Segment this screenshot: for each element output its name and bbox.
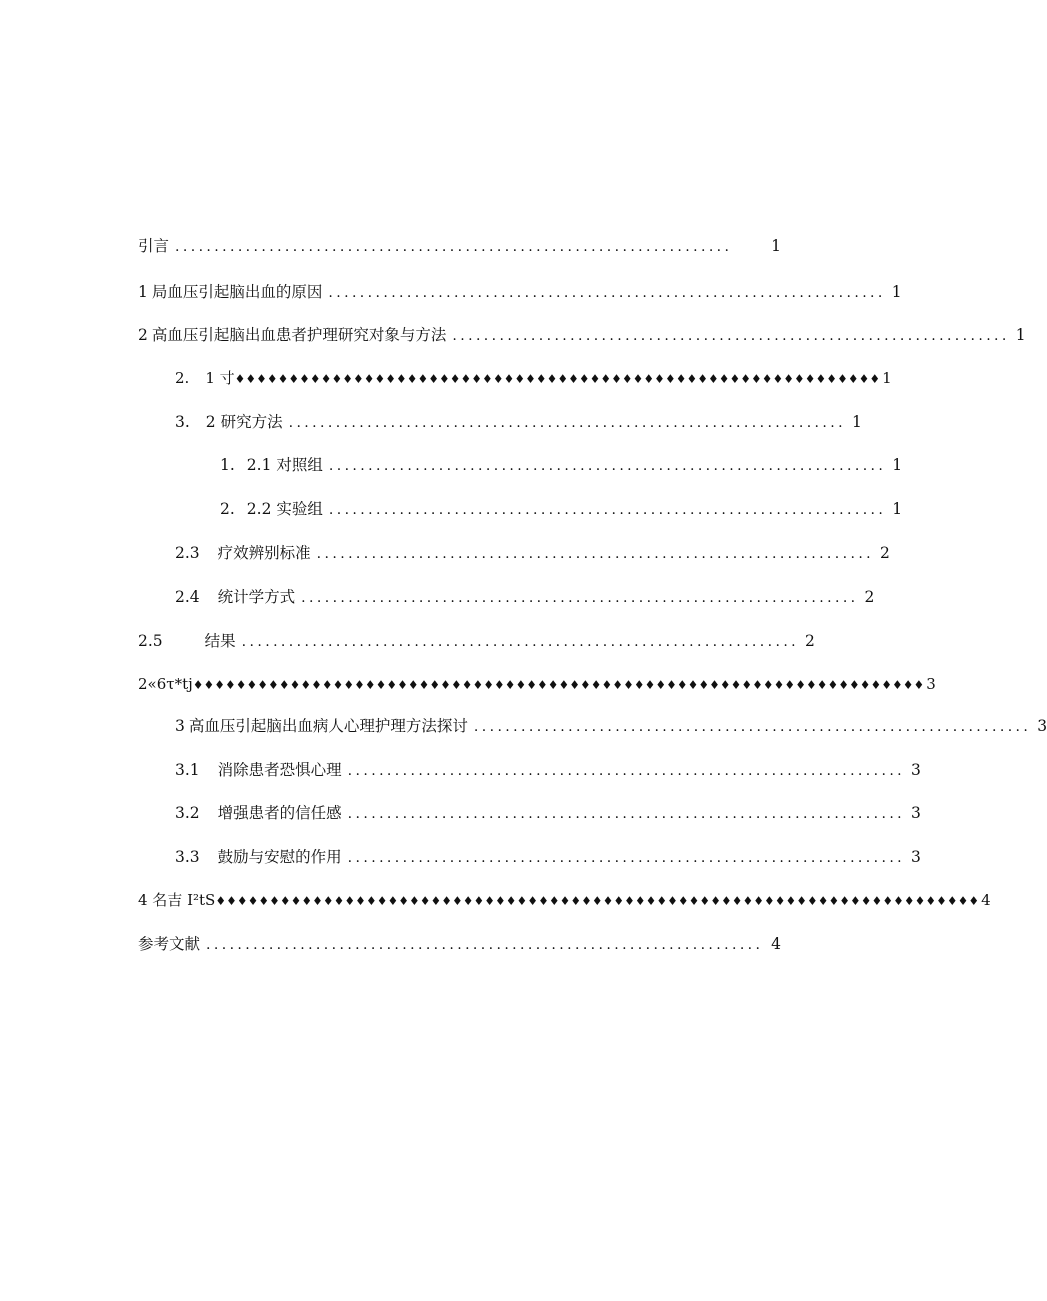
toc-entry-title: 引言 xyxy=(138,237,170,255)
toc-entry xyxy=(220,453,903,477)
toc-leader: ....................................................................... xyxy=(347,806,906,822)
toc-page-number: 3 xyxy=(926,675,936,693)
toc-entry-number: 2. xyxy=(220,500,235,518)
toc-entry-number: 2.3 xyxy=(175,544,200,562)
toc-page-number: 1 xyxy=(891,283,902,301)
toc-entry-title: 消除患者恐惧心理 xyxy=(217,761,342,779)
toc-entry-number: 3.2 xyxy=(175,804,200,822)
toc-entry-title: 1 寸 xyxy=(205,369,235,387)
toc-entry xyxy=(175,585,875,609)
toc-page-number: 4 xyxy=(981,891,991,909)
toc-entry-number: 3 xyxy=(175,717,185,735)
toc-page-number: 1 xyxy=(1015,326,1026,344)
toc-entry-number: 2.4 xyxy=(175,588,200,606)
toc-leader: ....................................................................... xyxy=(301,590,859,606)
toc-entry xyxy=(175,845,921,869)
toc-entry-number: 3. xyxy=(175,413,190,431)
toc-entry-title: 2 研究方法 xyxy=(205,413,283,431)
toc-entry-title: 增强患者的信任感 xyxy=(217,804,342,822)
toc-leader: ....................................................................... xyxy=(328,458,887,474)
toc-entry xyxy=(175,801,921,825)
toc-leader: ....................................................................... xyxy=(328,502,887,518)
toc-entry xyxy=(138,323,1026,347)
toc-leader: ....................................................................... xyxy=(175,239,733,255)
toc-entry xyxy=(138,234,781,258)
toc-leader: ....................................................................... xyxy=(347,850,906,866)
toc-entry-number: 3.1 xyxy=(175,761,200,779)
toc-entry xyxy=(220,497,903,521)
toc-entry-title: 4 名吉 I²tS xyxy=(138,891,216,909)
toc-entry xyxy=(138,672,936,696)
toc-page-number: 3 xyxy=(911,848,921,866)
toc-entry-number: 2. xyxy=(175,369,190,387)
toc-entry-title: 高血压引起脑出血病人心理护理方法探讨 xyxy=(188,717,468,735)
toc-leader: ....................................................................... xyxy=(288,415,846,431)
toc-page-number: 3 xyxy=(911,761,921,779)
toc-entry-title: 高血压引起脑出血患者护理研究对象与方法 xyxy=(151,326,447,344)
toc-entry xyxy=(138,280,902,304)
toc-page-number: 1 xyxy=(771,237,781,255)
toc-leader: ....................................................................... xyxy=(241,634,800,650)
toc-entry xyxy=(175,758,921,782)
toc-page-number: 3 xyxy=(1037,717,1047,735)
toc-entry-number: 1. xyxy=(220,456,235,474)
toc-page-number: 1 xyxy=(892,456,903,474)
toc-entry-number: 2.5 xyxy=(138,632,163,650)
toc-entry-title: 参考文献 xyxy=(138,935,201,953)
toc-entry-number: 2 xyxy=(138,326,148,344)
toc-leader: ♦♦♦♦♦♦♦♦♦♦♦♦♦♦♦♦♦♦♦♦♦♦♦♦♦♦♦♦♦♦♦♦♦♦♦♦♦♦♦♦♦♦♦♦♦♦♦♦♦♦♦♦♦♦♦♦♦♦♦♦♦♦♦♦♦♦♦♦ xyxy=(192,678,925,692)
toc-page-number: 1 xyxy=(882,369,892,387)
toc-page-number: 4 xyxy=(771,935,781,953)
toc-page-number: 2 xyxy=(864,588,875,606)
toc-leader: ....................................................................... xyxy=(347,763,906,779)
toc-entry xyxy=(175,366,892,390)
toc-entry xyxy=(175,410,862,434)
toc-entry-title: 疗效辨别标准 xyxy=(217,544,311,562)
toc-entry xyxy=(138,888,991,912)
toc-page-number: 2 xyxy=(880,544,890,562)
toc-leader: ....................................................................... xyxy=(452,328,1010,344)
toc-entry-number: 3.3 xyxy=(175,848,200,866)
toc-leader: ♦♦♦♦♦♦♦♦♦♦♦♦♦♦♦♦♦♦♦♦♦♦♦♦♦♦♦♦♦♦♦♦♦♦♦♦♦♦♦♦♦♦♦♦♦♦♦♦♦♦♦♦♦♦♦♦♦♦♦♦ xyxy=(234,372,881,386)
toc-page-number: 1 xyxy=(851,413,862,431)
toc-entry-title: 2.2 实验组 xyxy=(246,500,323,518)
toc-leader: ♦♦♦♦♦♦♦♦♦♦♦♦♦♦♦♦♦♦♦♦♦♦♦♦♦♦♦♦♦♦♦♦♦♦♦♦♦♦♦♦♦♦♦♦♦♦♦♦♦♦♦♦♦♦♦♦♦♦♦♦♦♦♦♦♦♦♦♦♦♦♦ xyxy=(215,894,980,908)
toc-leader: ....................................................................... xyxy=(328,285,886,301)
toc-page-number: 2 xyxy=(805,632,815,650)
toc-entry-number: 1 xyxy=(138,283,148,301)
toc-page-number: 1 xyxy=(892,500,903,518)
toc-entry-title: 局血压引起脑出血的原因 xyxy=(151,283,323,301)
toc-entry xyxy=(175,714,1047,738)
toc-entry xyxy=(138,932,781,956)
toc-entry-title: 2«6τ*tj xyxy=(138,675,193,693)
toc-entry-title: 鼓励与安慰的作用 xyxy=(217,848,342,866)
toc-entry-title: 2.1 对照组 xyxy=(246,456,323,474)
toc-entry xyxy=(175,541,890,565)
toc-leader: ....................................................................... xyxy=(316,546,875,562)
toc-entry-title: 统计学方式 xyxy=(217,588,296,606)
toc-entry xyxy=(138,629,815,653)
toc-leader: ....................................................................... xyxy=(206,937,764,953)
toc-page-number: 3 xyxy=(911,804,921,822)
toc-leader: ....................................................................... xyxy=(473,719,1032,735)
toc-entry-title: 结果 xyxy=(204,632,236,650)
